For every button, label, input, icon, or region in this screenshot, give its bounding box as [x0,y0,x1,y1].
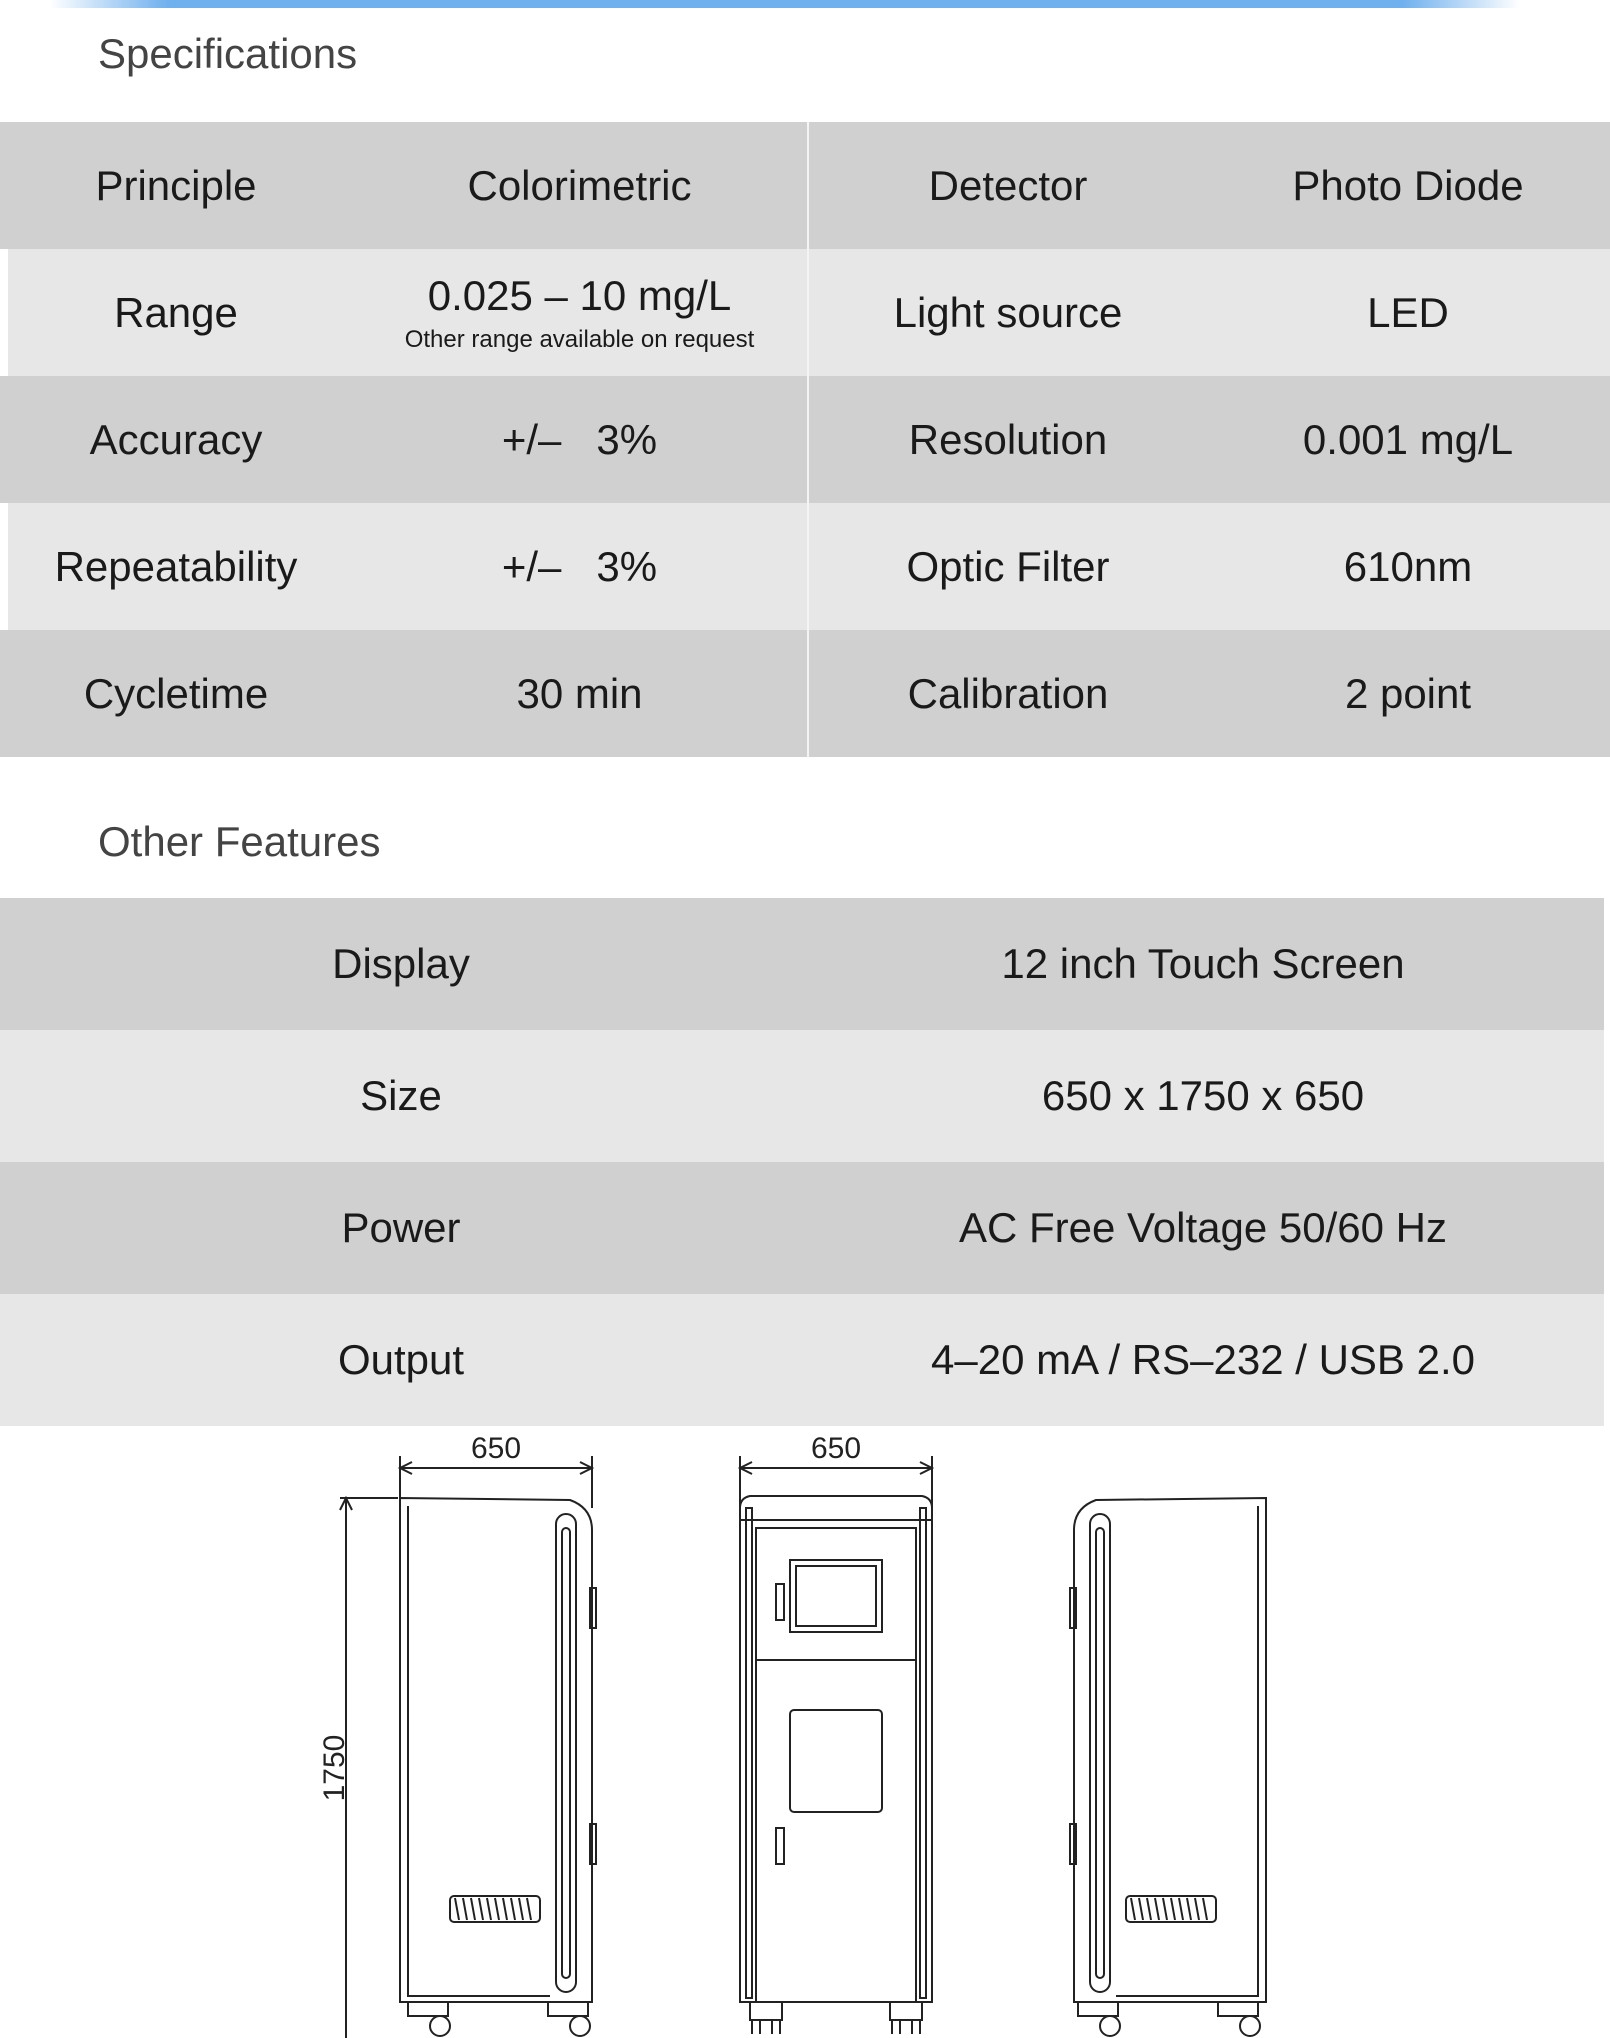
spec-row-cycletime [0,630,1610,757]
spec-value-text: Colorimetric [467,161,692,209]
spec-key: Optic Filter [906,542,1110,590]
spec-value [352,630,807,757]
vent-grille [450,1896,540,1922]
feature-row-display [0,898,1604,1030]
top-accent-bar [50,0,1520,8]
spec-value-text: +/– 3% [501,415,658,463]
spec-value [352,249,807,376]
spec-value: LED [1367,288,1449,336]
spec-value: 610nm [1343,542,1473,590]
spec-key: Calibration [907,669,1109,717]
spec-value-text: +/– 3% [501,542,658,590]
feature-key: Size [360,1072,442,1119]
side-width-label: 650 [470,1432,522,1465]
height-label: 1750 [318,1734,351,1802]
column-divider [807,122,809,758]
spec-value-text: 0.025 – 10 mg/L [427,271,732,319]
other-features-title: Other Features [98,818,381,865]
spec-key: Detector [928,161,1088,209]
spec-value [352,376,807,503]
spec-key: Accuracy [89,415,263,463]
spec-value [352,122,807,249]
spec-key: Resolution [908,415,1108,463]
feature-key: Power [341,1204,461,1251]
feature-row-power [0,1162,1604,1294]
feature-value: AC Free Voltage 50/60 Hz [959,1204,1447,1251]
spec-value-note: Other range available on request [404,325,755,353]
other-features-table [0,898,1604,1426]
specifications-table [0,122,1610,757]
feature-row-size [0,1030,1604,1162]
spec-key: Range [114,288,238,336]
side-view-right [1070,1498,1266,2036]
front-width-label: 650 [810,1432,862,1465]
spec-key: Cycletime [83,669,269,717]
spec-value-text: 30 min [516,669,643,717]
front-view [740,1456,932,2034]
cabinet-dimension-drawing [0,1428,1610,2038]
side-view-left [340,1456,596,2038]
spec-row-range [8,249,1610,376]
spec-row-principle [0,122,1610,249]
specifications-title: Specifications [98,30,358,77]
feature-value: 12 inch Touch Screen [1001,940,1405,987]
feature-value: 650 x 1750 x 650 [1041,1072,1365,1119]
spec-row-accuracy [0,376,1610,503]
spec-value [352,503,807,630]
feature-value: 4–20 mA / RS–232 / USB 2.0 [931,1336,1475,1383]
spec-key: Light source [893,288,1123,336]
spec-value: 2 point [1344,669,1472,717]
spec-value: Photo Diode [1292,161,1524,209]
feature-key: Display [332,940,470,987]
spec-key: Principle [95,161,257,209]
touch-screen [790,1560,882,1632]
spec-value: 0.001 mg/L [1302,415,1514,463]
feature-key: Output [337,1336,465,1383]
feature-row-output [0,1294,1604,1426]
spec-row-repeatability [8,503,1610,630]
spec-key: Repeatability [54,542,298,590]
